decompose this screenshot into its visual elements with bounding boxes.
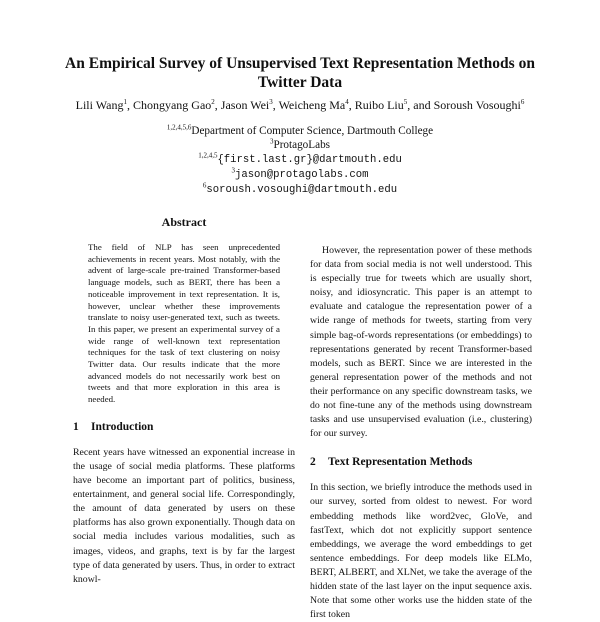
paper-title: An Empirical Survey of Unsupervised Text Representation Methods on Twitter Data — [65, 55, 535, 91]
author-list: Lili Wang$^1$, Chongyang Gao$^2$, Jason Wei$^3$, Weicheng Ma$^4$, Ruibo Liu$^5$, and Soroush Vosoughi$^6$ — [75, 98, 525, 112]
section-heading-introduction: 1 Introduction — [73, 420, 154, 433]
affiliations — [40, 124, 560, 197]
introduction-text: Recent years have witnessed an exponential increase in the usage of social media platforms. These platforms have become an important part of politics, business, entertainment, and general social life. Correspondingly, the amount of data generated by users on these platforms has also grown exponentially. Though data on social media includes various modalities, such as images, videos, and graphs, text is by far the largest type of data generated by users. Thus, in order to extract knowl- — [73, 446, 295, 585]
abstract-text: The field of NLP has seen unprecedented achievements in recent years. Most notably, with the advent of large-scale pre-trained Transformer-based language models, such as BERT, there has been a noticeable improvement in text representation. It is, however, unclear whether these improvements translate to noisy user-generated text, such as tweets. In this paper, we present an experimental survey of a wide range of well-known text representation techniques for the task of text clustering on noisy Twitter data. Our results indicate that the more advanced models do not necessarily work best on tweets and that more exploration in this area is needed. — [88, 242, 280, 405]
author: Chongyang Gao$^2$ — [132, 98, 215, 112]
section-2-text: In this section, we briefly introduce the methods used in our survey, sorted from oldest to newest. For word embedding methods like word2vec, GloVe, and fastText, which dot not explicitly support sentence embeddings, we average the word embeddings to get sentence embeddings. For deep models like ELMo, BERT, ALBERT, and XLNet, we take the average of the hidden state of the last layer on the input sequence axis. Note that some other works use the hidden state of the first token — [310, 482, 532, 621]
author: Ruibo Liu$^5$ — [354, 98, 408, 112]
email: $^{1,2,4,5}${first.last.gr}@dartmouth.edu — [198, 151, 402, 166]
author: Jason Wei$^3$ — [220, 98, 273, 112]
email: $^3$jason@protagolabs.com — [231, 166, 369, 181]
affiliation: $^3$ProtagoLabs — [269, 137, 331, 151]
author: Lili Wang$^1$ — [75, 98, 127, 112]
paragraph: However, the representation power of these methods for data from social media is not well understood. This is especially true for tweets which are usually short, noisy, and idiosyncratic. This paper is an attempt to evaluate and catalogue the representation power of a wide range of methods for tweets, starting from very simple bag-of-words representations (or embeddings) to representations generated by recent Transformer-based models, such as BERT. Since we are interested in the general representation power of the methods and not their performance on any specific downstream tasks, we do not fine-tune any of the methods using downstream tasks and use unsupervised evaluation (i.e., clustering) for our survey. — [310, 245, 532, 440]
right-column — [310, 244, 532, 622]
email: $^6$soroush.vosoughi@dartmouth.edu — [202, 181, 398, 196]
left-column — [73, 214, 295, 587]
author: Soroush Vosoughi$^6$ — [433, 98, 525, 112]
affiliation: $^{1,2,4,5,6}$Department of Computer Science, Dartmouth College — [166, 123, 434, 137]
section-heading-text-representation-methods: 2 Text Representation Methods — [310, 456, 473, 469]
abstract-heading: Abstract — [161, 215, 207, 229]
author: Weicheng Ma$^4$ — [278, 98, 349, 112]
